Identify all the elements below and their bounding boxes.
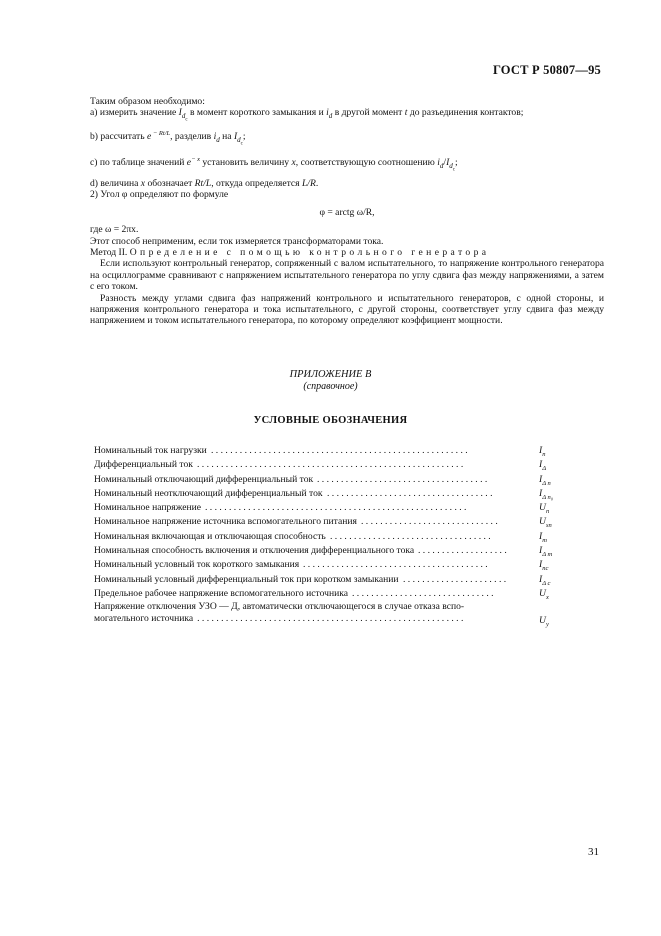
legend-item-text: Дифференциальный ток <box>94 459 193 471</box>
legend-item-text: Номинальная способность включения и отключения дифференциального тока <box>94 545 415 557</box>
symbol: e <box>186 157 192 169</box>
text-fragment: , откуда определяется <box>211 177 302 189</box>
text-fragment: b) рассчитать <box>90 131 148 143</box>
method-two-heading <box>90 247 604 258</box>
legend-symbol-sub: m <box>542 536 547 544</box>
text-line-table <box>90 154 604 176</box>
text-line-value <box>90 178 604 189</box>
page-number: 31 <box>588 846 599 858</box>
symbol: i <box>437 157 440 169</box>
text-fragment: Метод II. <box>90 246 130 258</box>
symbol: I <box>446 157 450 169</box>
legend-symbol-sub: Δ m <box>542 550 553 558</box>
legend-item-text: Номинальная включающая и отключающая способность <box>94 530 326 542</box>
symbol: i <box>326 107 329 119</box>
legend-symbol-sub: x <box>545 593 549 601</box>
text-fragment: / <box>443 157 447 169</box>
text-line-measure <box>90 107 604 126</box>
symbol: e <box>147 131 152 143</box>
legend-item-text: Номинальный условный ток короткого замыкания <box>94 559 300 571</box>
legend-symbol: U <box>539 615 546 627</box>
legend-symbol-sub: n <box>545 508 550 516</box>
dot-leader: . . . . . . . . . . . . . . . . . . . . . . . . . . . . . . . . . . . . . . . . . . . . . . . . . . . . . . . . <box>197 459 464 471</box>
subscript: d <box>216 136 220 145</box>
legend-item-text: Напряжение отключения УЗО — Д, автоматически отключающегося в случае отказа вспо- <box>94 601 465 613</box>
subscript: c <box>452 167 455 173</box>
legend-list <box>94 444 560 629</box>
legend-item-text: Предельное рабочее напряжение вспомогательного источника <box>94 587 348 599</box>
legend-symbol-main: I <box>539 459 543 471</box>
text-fragment: на <box>219 131 234 143</box>
formula: φ = arctg ω/R, <box>319 206 375 218</box>
subscript: d <box>439 162 444 171</box>
legend-symbol-sub: Δ n₀ <box>542 493 554 501</box>
legend-item <box>94 458 560 472</box>
paragraph: Если используют контрольный генератор, сопряженный с валом испытательного, то напряжение контрольного генератора на осциллограмме сравнивают с напряжением испытательного генератора по углу сдвига фаз между напряжениями, а затем с его током. <box>90 258 604 293</box>
text-line-calc <box>90 128 604 150</box>
dot-leader: . . . . . . . . . . . . . . . . . . . <box>418 545 507 557</box>
legend-item-text: Номинальное напряжение <box>94 502 201 514</box>
legend-symbol-main: I <box>539 445 543 456</box>
text-fragment: до разъединения контактов; <box>407 107 524 119</box>
legend-symbol-sub: y <box>545 621 549 629</box>
legend-symbol-main: I <box>539 530 543 542</box>
symbol: I <box>178 107 182 119</box>
text-fragment: ; <box>242 131 246 143</box>
dot-leader: . . . . . . . . . . . . . . . . . . . . . . <box>403 573 507 585</box>
legend-item-text: могательного источника <box>94 612 194 624</box>
appendix-subtitle: (справочное) <box>303 381 358 392</box>
legend-item <box>94 444 560 458</box>
dot-leader: . . . . . . . . . . . . . . . . . . . . . . . . . . . . . <box>361 516 498 528</box>
text-line: где ω = 2πx. <box>90 224 139 236</box>
symbol: L/R <box>301 177 316 189</box>
legend-symbol-main: U <box>539 587 546 599</box>
dot-leader: . . . . . . . . . . . . . . . . . . . . . . . . . . . . . . <box>352 587 494 599</box>
dot-leader: . . . . . . . . . . . . . . . . . . . . . . . . . . . . . . . . . . . . . . . . . . . . . . . . . . . . . . . . <box>197 612 464 624</box>
text-line: Таким образом необходимо: <box>90 96 205 107</box>
text-fragment: установить величину <box>199 157 292 169</box>
text-fragment: , разделив <box>170 131 214 143</box>
legend-item-text: Номинальный отключающий дифференциальный ток <box>94 473 314 485</box>
text-fragment: обозначает <box>145 177 195 189</box>
standard-code-header: ГОСТ Р 50807—95 <box>492 63 601 77</box>
text-fragment: a) измерить значение <box>90 107 179 119</box>
legend-item-text: Номинальное напряжение источника вспомогательного питания <box>94 516 357 528</box>
legend-item <box>94 515 560 529</box>
text-fragment: в другой момент <box>332 107 405 119</box>
legend-item <box>94 587 560 601</box>
subscript: d <box>328 112 333 121</box>
symbol: Rt/L <box>194 177 212 189</box>
dot-leader: . . . . . . . . . . . . . . . . . . . . . . . . . . . . . . . . . . . . . . . <box>303 559 488 571</box>
legend-symbol-main: I <box>539 473 543 485</box>
legend-symbol-main: I <box>539 573 543 585</box>
symbol: I <box>233 131 238 143</box>
legend-item-text: Номинальный условный дифференциальный ток при коротком замыкании <box>94 573 399 585</box>
legend-item <box>94 530 560 544</box>
dot-leader: . . . . . . . . . . . . . . . . . . . . . . . . . . . . . . . . . . . . . . . . . . . . . . . . . . . . . . <box>211 445 468 456</box>
dot-leader: . . . . . . . . . . . . . . . . . . . . . . . . . . . . . . . . . . <box>330 530 491 542</box>
dot-leader: . . . . . . . . . . . . . . . . . . . . . . . . . . . . . . . . . . . . <box>317 473 488 485</box>
text-fragment: в момент короткого замыкания и <box>187 107 327 119</box>
legend-symbol-sub: n <box>542 450 546 458</box>
text-fragment: , соответствующую соотношению <box>295 157 438 169</box>
superscript: − x <box>191 156 200 163</box>
subscript: d <box>449 162 453 171</box>
legend-symbol-main: U <box>539 502 546 514</box>
method-section <box>90 96 604 327</box>
legend-symbol-sub: Δ c <box>542 579 551 587</box>
legend-item <box>94 544 560 558</box>
symbol: t <box>404 107 408 119</box>
legend-symbol-main: I <box>539 487 543 499</box>
legend-symbol-sub: Δ n <box>542 479 551 487</box>
text-line: 2) Угол φ определяют по формуле <box>90 189 229 201</box>
superscript: − Rt/L <box>151 130 171 138</box>
legend-item-last <box>94 601 560 629</box>
subscript: c <box>185 117 188 123</box>
legend-symbol-main: I <box>539 559 543 571</box>
text-line: Этот способ неприменим, если ток измеряется трансформаторами тока. <box>90 235 384 247</box>
symbol: x <box>291 157 296 169</box>
text-fragment: d) величина <box>90 177 141 189</box>
legend-item <box>94 558 560 572</box>
legend-item <box>94 487 560 501</box>
subscript: c <box>240 141 243 147</box>
legend-symbol-sub: nc <box>542 565 549 573</box>
subscript: d <box>237 136 241 145</box>
appendix-heading: УСЛОВНЫЕ ОБОЗНАЧЕНИЯ <box>253 415 408 426</box>
text-fragment: ; <box>455 157 458 169</box>
spaced-heading: Определение с помощью контрольного генератора <box>129 246 490 258</box>
legend-symbol-sub: Δ <box>542 465 547 473</box>
dot-leader: . . . . . . . . . . . . . . . . . . . . . . . . . . . . . . . . . . . . . . . . . . . . . . . . . . . . . . . <box>205 502 467 514</box>
legend-item-text: Номинальный ток нагрузки <box>94 445 207 456</box>
legend-item <box>94 501 560 515</box>
subscript: d <box>181 112 186 121</box>
text-fragment: c) по таблице значений <box>90 157 187 169</box>
appendix-title: ПРИЛОЖЕНИЕ В <box>289 369 372 380</box>
symbol: x <box>140 177 146 189</box>
legend-item-text: Номинальный неотключающий дифференциальный ток <box>94 487 323 499</box>
text-fragment: . <box>315 177 319 189</box>
legend-symbol-main: U <box>539 516 546 528</box>
paragraph: Разность между углами сдвига фаз напряжений контрольного и испытательного генераторов, с одной стороны, и напряжения контрольного генератора и тока испытательного, с другой стороны, соответствует углу сдвига фаз между напряжением и током испытательного генератора, по которому определяют коэффициент мощности. <box>90 292 604 327</box>
legend-item <box>94 573 560 587</box>
legend-item <box>94 473 560 487</box>
symbol: i <box>213 131 217 143</box>
legend-symbol-sub: sn <box>545 522 552 530</box>
legend-symbol-main: I <box>539 545 543 557</box>
dot-leader: . . . . . . . . . . . . . . . . . . . . . . . . . . . . . . . . . . . <box>327 487 493 499</box>
